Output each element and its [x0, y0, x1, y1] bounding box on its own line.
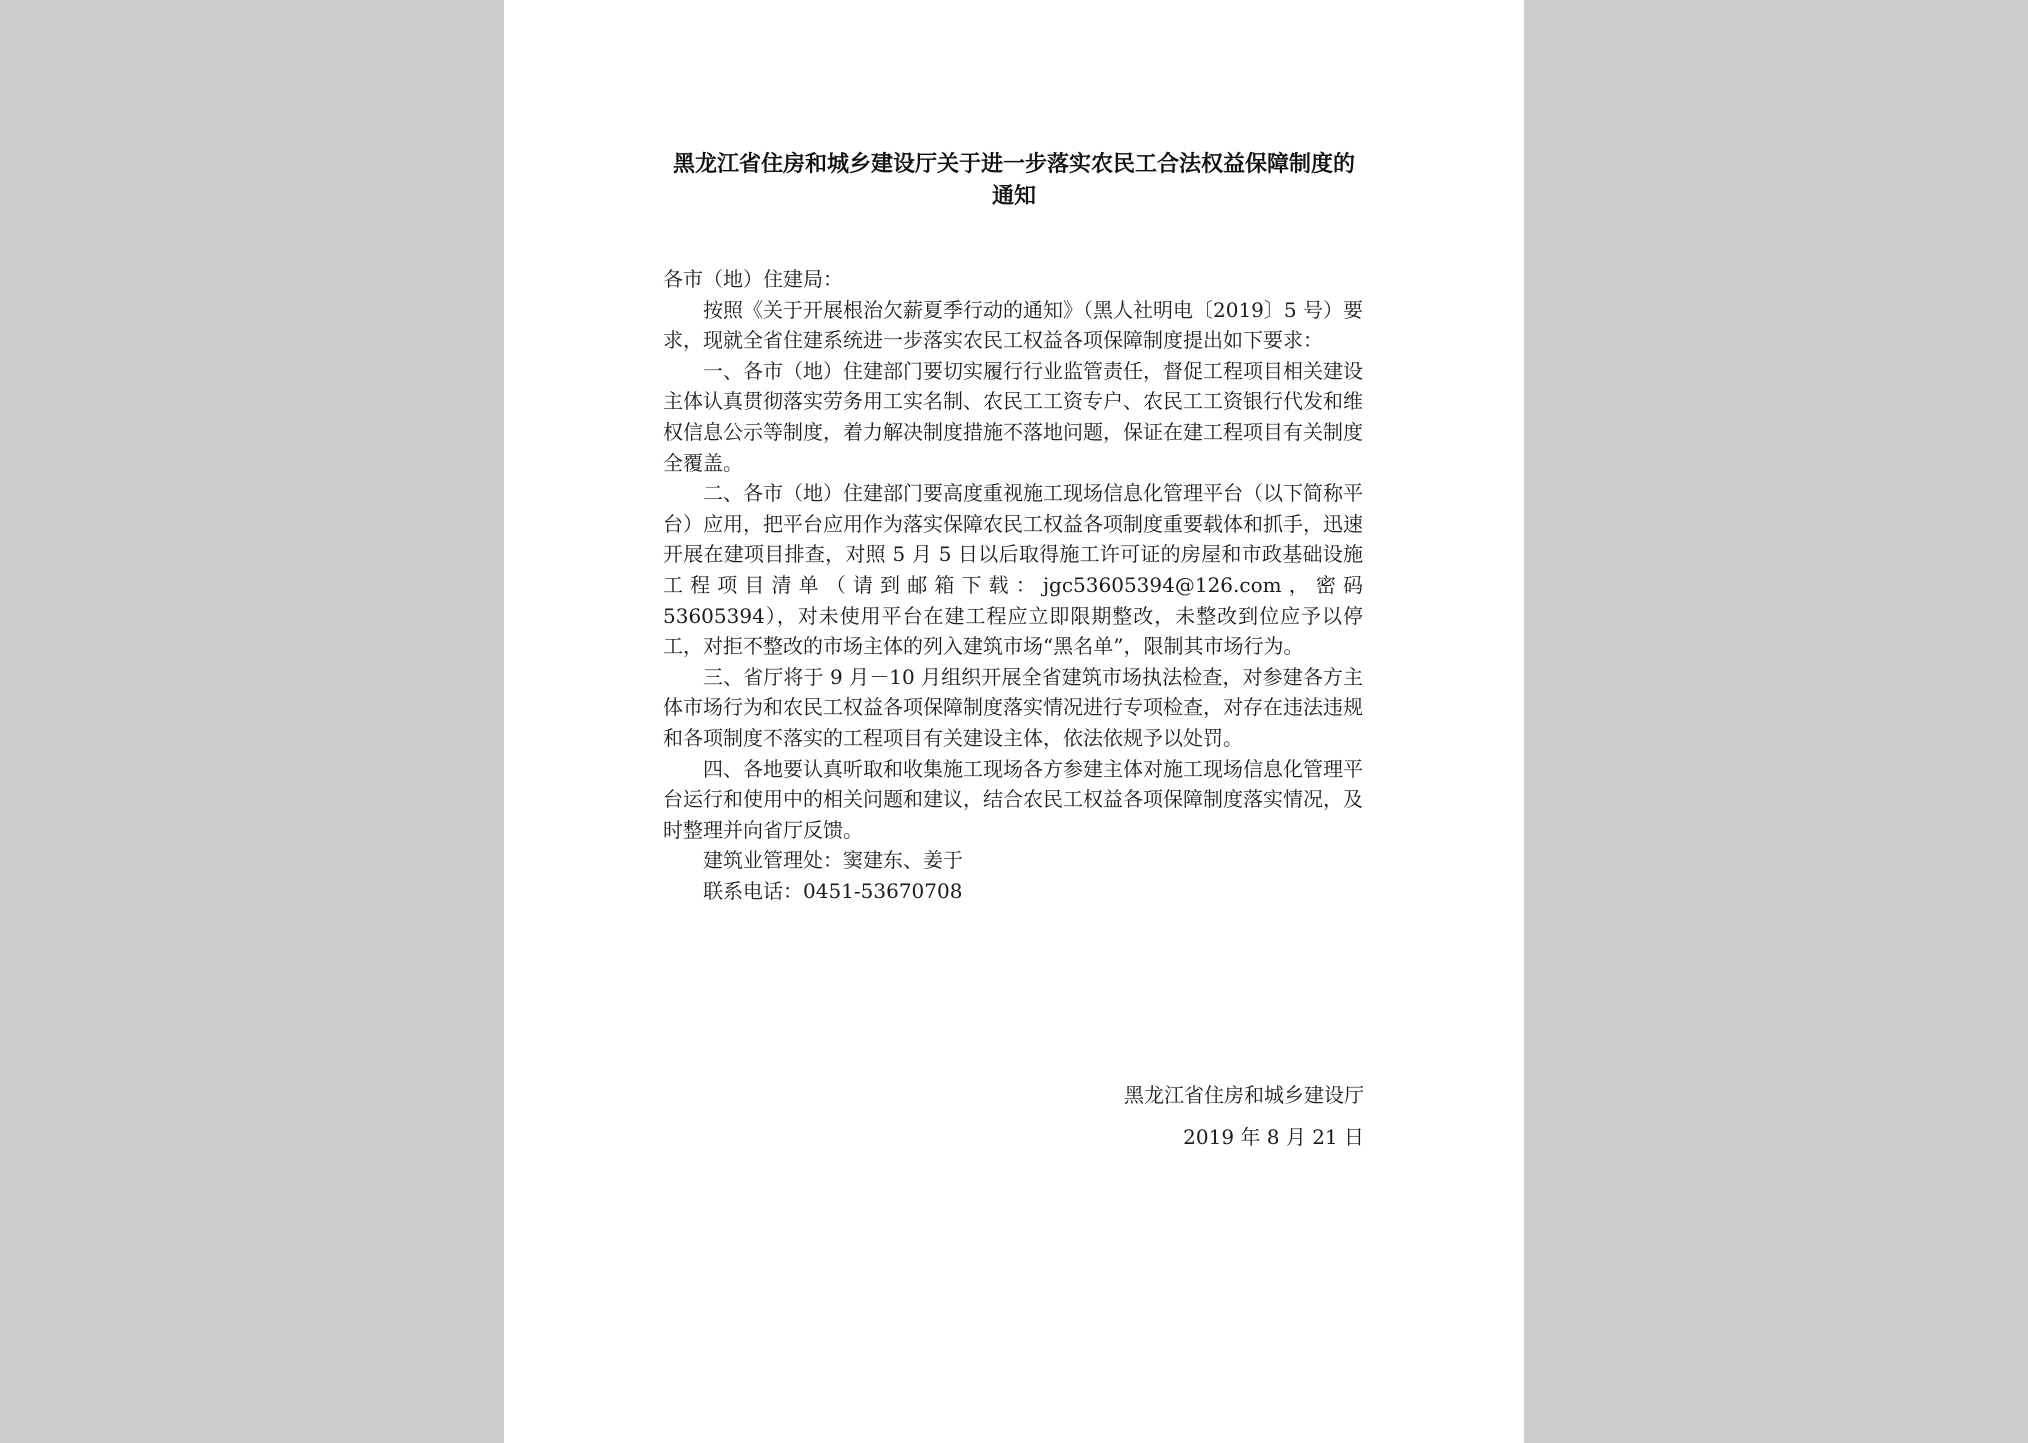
paragraph-item-4: 四、各地要认真听取和收集施工现场各方参建主体对施工现场信息化管理平台运行和使用中的相关问题和建议，结合农民工权益各项保障制度落实情况，及时整理并向省厅反馈。 — [663, 756, 1363, 842]
paragraph-item-3: 三、省厅将于 9 月－10 月组织开展全省建筑市场执法检查，对参建各方主体市场行为和农民工权益各项保障制度落实情况进行专项检查，对存在违法违规和各项制度不落实的工程项目有关建设主体，依法依规予以处罚。 — [663, 664, 1363, 750]
salutation: 各市（地）住建局： — [663, 267, 843, 291]
document-title: 黑龙江省住房和城乡建设厅关于进一步落实农民工合法权益保障制度的通知 — [672, 151, 1355, 209]
issue-date: 2019 年 8 月 21 日 — [1183, 1125, 1364, 1149]
paragraph-intro: 按照《关于开展根治欠薪夏季行动的通知》（黑人社明电〔2019〕5 号）要求，现就全省住建系统进一步落实农民工权益各项保障制度提出如下要求： — [663, 297, 1363, 353]
document-page — [504, 0, 1524, 1443]
signoff-block — [1064, 1074, 1364, 1158]
contact-phone: 联系电话：0451-53670708 — [703, 878, 963, 903]
contact-office: 建筑业管理处：窦建东、姜于 — [703, 848, 963, 873]
paragraph-item-1: 一、各市（地）住建部门要切实履行行业监管责任，督促工程项目相关建设主体认真贯彻落实劳务用工实名制、农民工工资专户、农民工工资银行代发和维权信息公示等制度，着力解决制度措施不落地问题，保证在建工程项目有关制度全覆盖。 — [663, 358, 1363, 475]
paragraph-item-2: 二、各市（地）住建部门要高度重视施工现场信息化管理平台（以下简称平台）应用，把平台应用作为落实保障农民工权益各项制度重要载体和抓手，迅速开展在建项目排查，对照 5 月 5 日以后取得施工许可证的房屋和市政基础设施工程项目清单（请到邮箱下载：jgc53605394@126.com，密码 53605394），对未使用平台在建工程应立即限期整改，未整改到位应予以停工，对拒不整改的市场主体的列入建筑市场“黑名单”，限制其市场行为。 — [663, 481, 1363, 659]
issuer-name: 黑龙江省住房和城乡建设厅 — [1124, 1083, 1364, 1107]
document-body — [663, 264, 1363, 906]
